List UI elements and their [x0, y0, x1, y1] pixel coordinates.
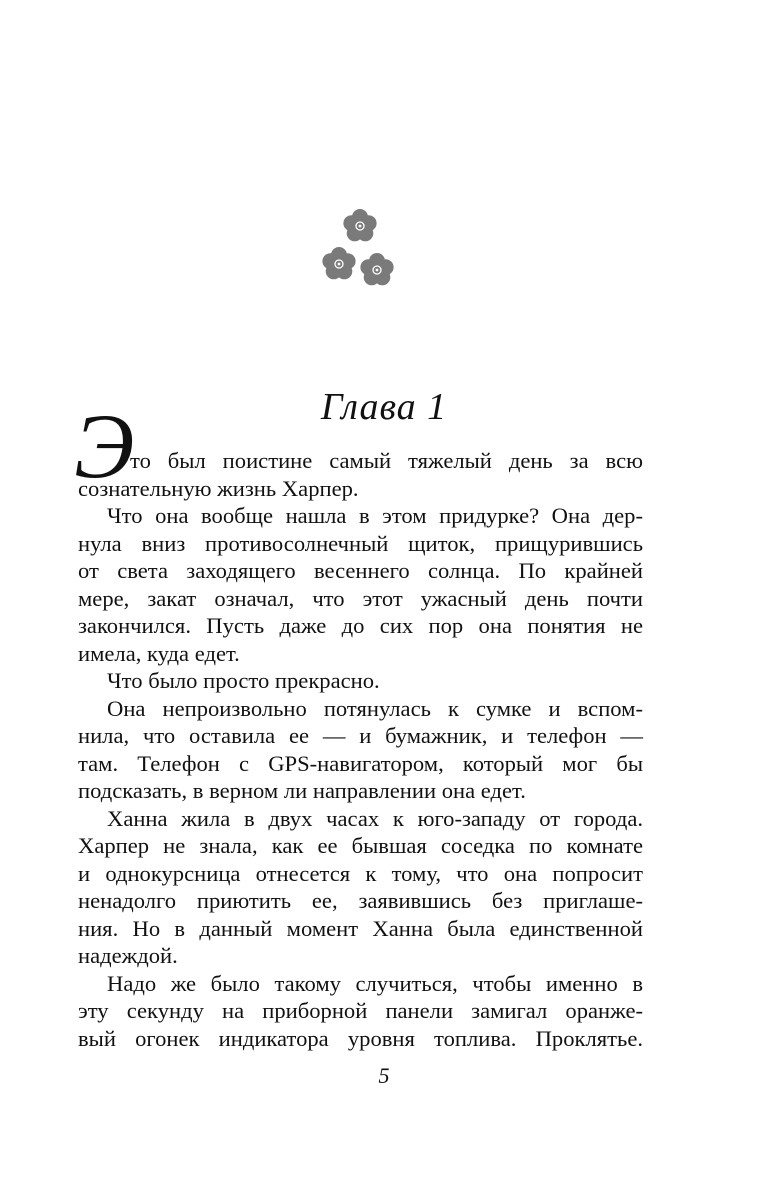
- text-line: нула вниз противосолнечный щиток, прищурившись: [78, 530, 643, 556]
- text-line: ненадолго приютить ее, заявившись без приглаше-: [78, 888, 643, 913]
- text-line: Что она вообще нашла в этом придурке? Она дер-: [107, 503, 643, 528]
- flower-ornament-icon: [318, 204, 400, 294]
- text-line: от света заходящего весеннего солнца. По крайней: [78, 558, 643, 583]
- text-line: нила, что оставила ее — и бумажник, и телефон —: [78, 723, 643, 748]
- text-line: надеждой.: [78, 943, 178, 968]
- text-line: Она непроизвольно потянулась к сумке и вспом-: [107, 695, 643, 721]
- text-line: эту секунду на приборной панели замигал оранже-: [78, 998, 643, 1023]
- text-line: Харпер не знала, как ее бывшая соседка по комнате: [78, 833, 643, 858]
- text-line: Что было просто прекрасно.: [107, 668, 380, 693]
- drop-cap: Э: [74, 395, 135, 497]
- text-line: мере, закат означал, что этот ужасный день почти: [78, 585, 643, 611]
- text-line: вый огонек индикатора уровня топлива. Проклятье.: [78, 1025, 643, 1051]
- text-line: имела, куда едет.: [78, 640, 240, 666]
- text-line: закончился. Пусть даже до сих пор она понятия не: [78, 613, 643, 638]
- text-line: Ханна жила в двух часах к юго-западу от города.: [107, 805, 643, 831]
- text-line: там. Телефон с GPS-навигатором, который мог бы: [78, 750, 643, 776]
- chapter-title: Глава 1: [320, 386, 448, 428]
- text-line: Надо же было такому случиться, чтобы именно в: [107, 970, 643, 996]
- text-line: то был поистине самый тяжелый день за всю: [130, 448, 643, 473]
- page-number: 5: [378, 1063, 390, 1088]
- text-line: подсказать, в верном ли направлении она едет.: [78, 778, 526, 803]
- text-line: и однокурсница отнесется к тому, что она попросит: [78, 860, 643, 886]
- text-line: ния. Но в данный момент Ханна была единственной: [78, 915, 643, 941]
- text-line: сознательную жизнь Харпер.: [78, 475, 359, 501]
